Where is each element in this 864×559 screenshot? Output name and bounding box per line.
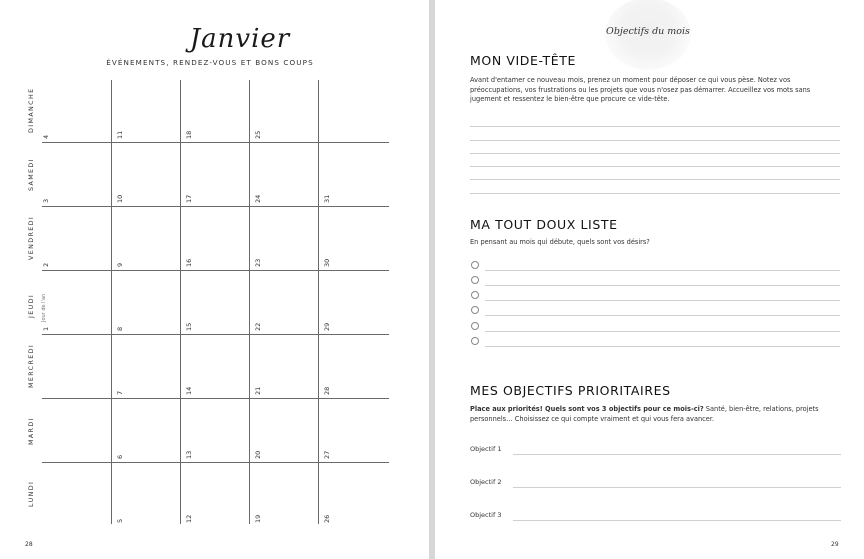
page-number-left: 28 (25, 541, 33, 548)
checkbox-circle[interactable] (471, 276, 479, 284)
grid-vline (249, 80, 250, 524)
grid-hline (42, 334, 389, 335)
section-title-vide-tete: MON VIDE-TÊTE (470, 53, 576, 68)
writing-line (470, 153, 840, 154)
date-number: 2 (42, 262, 50, 267)
date-number: 23 (254, 258, 262, 267)
writing-line (470, 166, 840, 167)
date-number: 26 (323, 514, 331, 523)
section-text-objectifs-rest: Santé, bien-être, relations, projets personnels… Choisissez ce qui compte vraiment et qui vous fera avancer. (470, 405, 819, 423)
objective-line-1[interactable] (513, 454, 841, 455)
date-number: 11 (116, 130, 124, 139)
checkbox-circle[interactable] (471, 306, 479, 314)
checkbox-circle[interactable] (471, 337, 479, 345)
date-number: 1 (42, 326, 50, 331)
writing-line (485, 315, 840, 316)
writing-line (470, 193, 840, 194)
date-number: 5 (116, 518, 124, 523)
page-number-right: 29 (831, 541, 839, 548)
date-number: 19 (254, 514, 262, 523)
writing-line (485, 331, 840, 332)
date-number: 16 (185, 258, 193, 267)
day-label-dimanche: DIMANCHE (28, 87, 35, 133)
writing-line (485, 270, 840, 271)
right-page (435, 0, 864, 559)
date-number: 15 (185, 322, 193, 331)
grid-vline (180, 80, 181, 524)
date-number: 14 (185, 386, 193, 395)
checkbox-circle[interactable] (471, 291, 479, 299)
grid-hline (42, 270, 389, 271)
grid-vline (318, 80, 319, 524)
badge-title: Objectifs du mois (606, 26, 690, 37)
date-number: 7 (116, 390, 124, 395)
date-number: 22 (254, 322, 262, 331)
writing-line (470, 179, 840, 180)
day-label-lundi: LUNDI (28, 480, 35, 507)
date-number: 8 (116, 326, 124, 331)
date-number: 17 (185, 194, 193, 203)
writing-line (470, 140, 840, 141)
date-number: 3 (42, 198, 50, 203)
date-number: 27 (323, 450, 331, 459)
section-title-tout-doux: MA TOUT DOUX LISTE (470, 217, 618, 232)
grid-vline (111, 80, 112, 524)
section-text-vide-tete: Avant d'entamer ce nouveau mois, prenez un moment pour déposer ce qui vous pèse. Notez vos préoccupations, vos frustrations ou les projets que vous n'osez pas démarrer. Accueillez vos mots sans jugement et ressentez le bien-être que procure ce vide-tête. (470, 76, 811, 104)
day-label-vendredi: VENDREDI (28, 215, 35, 260)
writing-line (470, 126, 840, 127)
section-text-tout-doux: En pensant au mois qui débute, quels sont vos désirs? (470, 238, 650, 246)
month-title: Janvier (189, 24, 291, 54)
day-label-mardi: MARDI (28, 417, 35, 445)
checkbox-circle[interactable] (471, 322, 479, 330)
grid-hline (42, 206, 389, 207)
date-number: 10 (116, 194, 124, 203)
date-number: 18 (185, 130, 193, 139)
month-subtitle: ÉVÉNEMENTS, RENDEZ-VOUS ET BONS COUPS (106, 58, 314, 67)
writing-line (485, 285, 840, 286)
objective-line-2[interactable] (513, 487, 841, 488)
writing-line (485, 346, 840, 347)
date-number: 30 (323, 258, 331, 267)
day-label-jeudi: JEUDI (28, 293, 35, 318)
date-number: 12 (185, 514, 193, 523)
grid-hline (42, 462, 389, 463)
date-number: 21 (254, 386, 262, 395)
date-number: 6 (116, 454, 124, 459)
date-number: 31 (323, 194, 331, 203)
section-text-objectifs-lead: Place aux priorités! Quels sont vos 3 objectifs pour ce mois-ci? (470, 405, 704, 413)
left-page (0, 0, 429, 559)
section-text-objectifs (470, 405, 830, 424)
day-label-samedi: SAMEDI (28, 158, 35, 191)
date-number: 20 (254, 450, 262, 459)
date-number: 28 (323, 386, 331, 395)
date-number: 24 (254, 194, 262, 203)
date-number: 13 (185, 450, 193, 459)
date-number: 29 (323, 322, 331, 331)
objective-label-2: Objectif 2 (470, 478, 502, 486)
holiday-label: Jour de l'an (41, 293, 47, 322)
day-label-mercredi: MERCREDI (28, 343, 35, 388)
objective-label-1: Objectif 1 (470, 445, 502, 453)
date-number: 9 (116, 262, 124, 267)
section-title-objectifs: MES OBJECTIFS PRIORITAIRES (470, 383, 671, 398)
grid-hline (42, 398, 389, 399)
grid-hline (42, 142, 389, 143)
objective-label-3: Objectif 3 (470, 511, 502, 519)
checkbox-circle[interactable] (471, 261, 479, 269)
objective-line-3[interactable] (513, 520, 841, 521)
date-number: 4 (42, 134, 50, 139)
date-number: 25 (254, 130, 262, 139)
writing-line (485, 300, 840, 301)
